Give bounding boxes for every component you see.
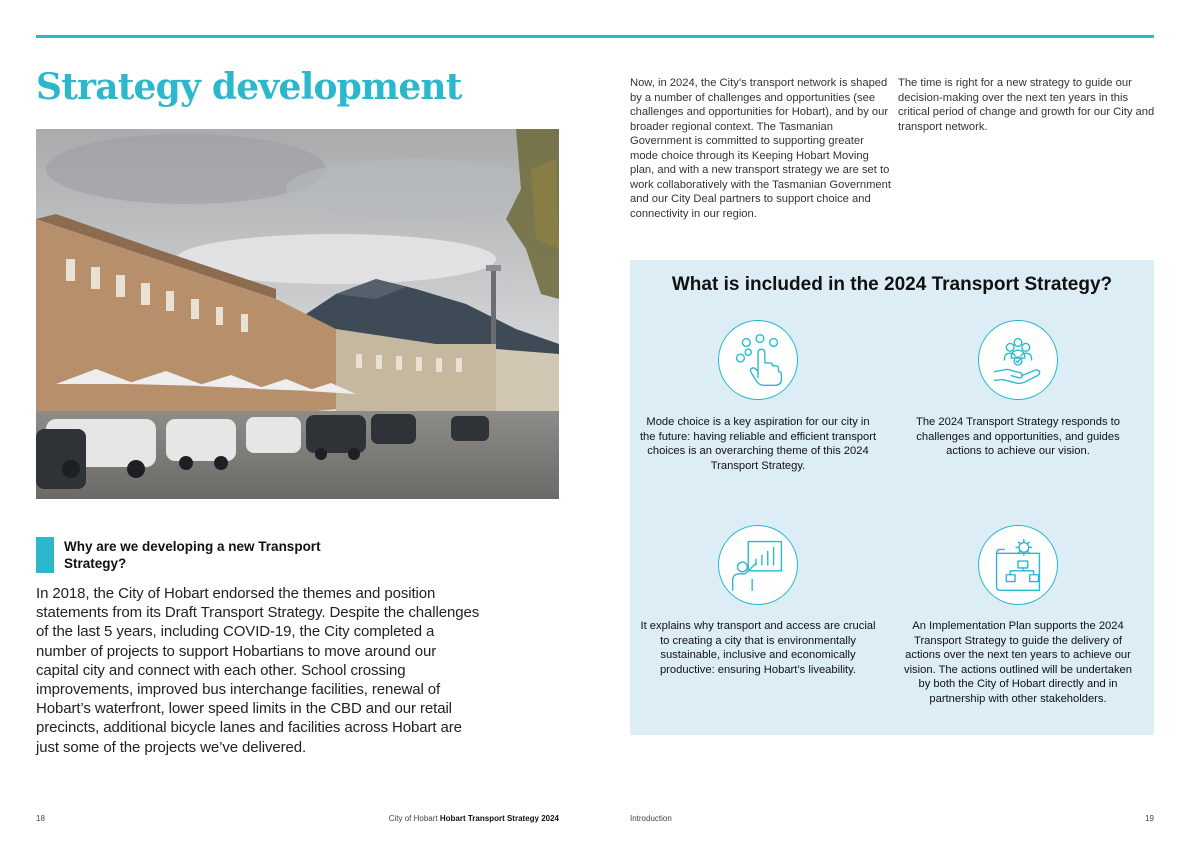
intro-column-2: The time is right for a new strategy to guide our decision-making over the next ten years in this critical period of change and growth for our City and transport network. [898,77,1155,133]
strategy-contents-panel [630,260,1154,735]
gear-flowchart-blueprint-icon [978,525,1058,605]
hand-holding-people-icon [978,320,1058,400]
top-accent-rule [36,35,1154,38]
feature-implementation-plan [898,525,1138,706]
footer-section-name: Introduction [630,814,672,823]
feature-explains [638,525,878,677]
footer-publication-title: Hobart Transport Strategy 2024 [439,814,559,823]
intro-column-1: Now, in 2024, the City’s transport network is shaped by a number of challenges and opportunities (see challenges and opportunities for Hobart), and by our broader regional context. The Tasmanian Government is committed to supporting greater mode choice through its Keeping Hobart Moving plan, and with a new transport strategy we are set to work collaboratively with the Tasmanian Government and our City Deal partners to support choice and connectivity in our region. [630,77,891,220]
feature-mode-choice-text: Mode choice is a key aspiration for our city in the future: having reliable and efficient transport choices is an overarching theme of this 2024 Transport Strategy. [639,416,877,472]
footer-publisher: City of Hobart [388,814,438,823]
why-heading: Why are we developing a new Transport Strategy? [64,539,321,571]
heading-accent-bar [36,537,54,573]
panel-title: What is included in the 2024 Transport Strategy? [671,274,1113,295]
feature-mode-choice [638,320,878,473]
hand-pointer-choice-icon [718,320,798,400]
why-body-text: In 2018, the City of Hobart endorsed the themes and position statements from its Draft Transport Strategy. Despite the challenges of the last 5 years, including COVID-19, the City completed a number of projects to support Hobartians to move around our capital city and connect with each other. School crossing improvements, improved bus interchange facilities, renewal of Hobart’s waterfront, lower speed limits in the CBD and our retail precincts, additional bicycle lanes and facilities across Hobart are just some of the projects we’ve delivered. [36,585,480,756]
feature-responds-text: The 2024 Transport Strategy responds to challenges and opportunities, and guides actions to achieve our vision. [916,416,1120,457]
footer-publication [389,814,559,823]
feature-responds [898,320,1138,459]
feature-implementation-plan-text: An Implementation Plan supports the 2024 Transport Strategy to guide the delivery of actions over the next ten years to achieve our vision. The actions outlined will be undertaken by both the City of Hobart directly and in partnership with other stakeholders. [903,620,1133,705]
feature-explains-text: It explains why transport and access are crucial to creating a city that is environmentally sustainable, inclusive and economically productive: ensuring Hobart’s liveability. [640,620,876,676]
street-photo [36,129,559,499]
page-title: Strategy development [36,66,462,108]
presenter-chart-icon [718,525,798,605]
left-page-number: 18 [36,814,45,823]
right-page-number: 19 [1145,814,1154,823]
